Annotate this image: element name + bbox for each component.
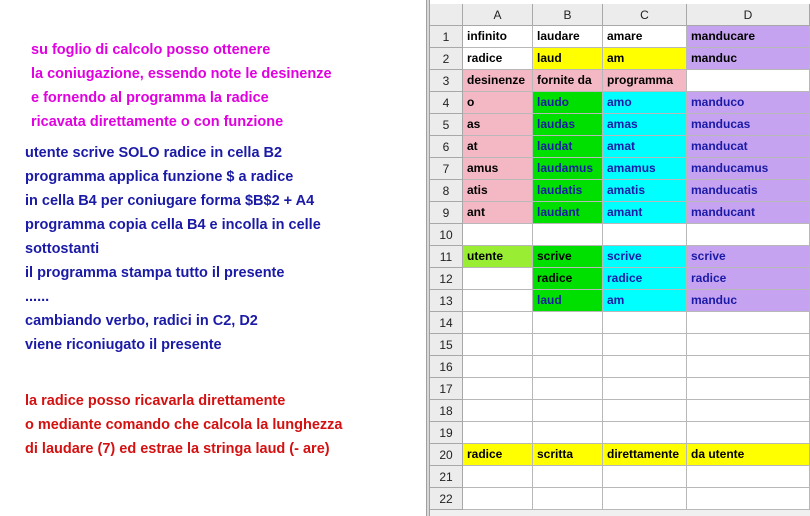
cell-a1[interactable]: infinito: [463, 26, 533, 48]
cell-d22[interactable]: [687, 488, 810, 510]
note-line: cambiando verbo, radici in C2, D2: [25, 313, 258, 329]
cell-c5[interactable]: amas: [603, 114, 687, 136]
cell-a19[interactable]: [463, 422, 533, 444]
row-header-22[interactable]: 22: [430, 488, 463, 510]
cell-c12[interactable]: radice: [603, 268, 687, 290]
cell-a15[interactable]: [463, 334, 533, 356]
cell-d16[interactable]: [687, 356, 810, 378]
cell-d1[interactable]: manducare: [687, 26, 810, 48]
cell-c15[interactable]: [603, 334, 687, 356]
cell-d10[interactable]: [687, 224, 810, 246]
cell-a22[interactable]: [463, 488, 533, 510]
cell-c11[interactable]: scrive: [603, 246, 687, 268]
cell-d17[interactable]: [687, 378, 810, 400]
cell-c13[interactable]: am: [603, 290, 687, 312]
note-line: in cella B4 per coniugare forma $B$2 + A4: [25, 193, 315, 209]
note-line: la coniugazione, essendo note le desinenze: [31, 66, 332, 82]
cell-d11[interactable]: scrive: [687, 246, 810, 268]
cell-d20[interactable]: da utente: [687, 444, 810, 466]
cell-c4[interactable]: amo: [603, 92, 687, 114]
row-header-8[interactable]: 8: [430, 180, 463, 202]
cell-c7[interactable]: amamus: [603, 158, 687, 180]
cell-d7[interactable]: manducamus: [687, 158, 810, 180]
cell-b7[interactable]: laudamus: [533, 158, 603, 180]
cell-d2[interactable]: manduc: [687, 48, 810, 70]
cell-b11[interactable]: scrive: [533, 246, 603, 268]
row-header-14[interactable]: 14: [430, 312, 463, 334]
cell-d13[interactable]: manduc: [687, 290, 810, 312]
row-header-10[interactable]: 10: [430, 224, 463, 246]
cell-b19[interactable]: [533, 422, 603, 444]
cell-b9[interactable]: laudant: [533, 202, 603, 224]
cell-c10[interactable]: [603, 224, 687, 246]
cell-a11[interactable]: utente: [463, 246, 533, 268]
note-line: sottostanti: [25, 241, 100, 257]
cell-a5[interactable]: as: [463, 114, 533, 136]
column-header-a[interactable]: A: [463, 4, 533, 26]
cell-a10[interactable]: [463, 224, 533, 246]
row-header-5[interactable]: 5: [430, 114, 463, 136]
cell-d6[interactable]: manducat: [687, 136, 810, 158]
row-header-6[interactable]: 6: [430, 136, 463, 158]
cell-b5[interactable]: laudas: [533, 114, 603, 136]
select-all-corner[interactable]: [430, 4, 463, 26]
cell-b20[interactable]: scritta: [533, 444, 603, 466]
column-header-c[interactable]: C: [603, 4, 687, 26]
cell-d19[interactable]: [687, 422, 810, 444]
column-header-d[interactable]: D: [687, 4, 810, 26]
cell-b15[interactable]: [533, 334, 603, 356]
column-header-b[interactable]: B: [533, 4, 603, 26]
row-header-21[interactable]: 21: [430, 466, 463, 488]
cell-c14[interactable]: [603, 312, 687, 334]
note-line: di laudare (7) ed estrae la stringa laud (- are): [25, 441, 330, 457]
cell-b18[interactable]: [533, 400, 603, 422]
note-line: viene riconiugato il presente: [25, 337, 222, 353]
cell-a8[interactable]: atis: [463, 180, 533, 202]
note-line: programma applica funzione $ a radice: [25, 169, 294, 185]
cell-b22[interactable]: [533, 488, 603, 510]
cell-d9[interactable]: manducant: [687, 202, 810, 224]
cell-a13[interactable]: [463, 290, 533, 312]
row-header-7[interactable]: 7: [430, 158, 463, 180]
cell-d18[interactable]: [687, 400, 810, 422]
cell-b10[interactable]: [533, 224, 603, 246]
row-header-2[interactable]: 2: [430, 48, 463, 70]
cell-c21[interactable]: [603, 466, 687, 488]
cell-b17[interactable]: [533, 378, 603, 400]
cell-b16[interactable]: [533, 356, 603, 378]
row-header-12[interactable]: 12: [430, 268, 463, 290]
note-line: e fornendo al programma la radice: [31, 90, 269, 106]
cell-c8[interactable]: amatis: [603, 180, 687, 202]
row-header-18[interactable]: 18: [430, 400, 463, 422]
cell-a7[interactable]: amus: [463, 158, 533, 180]
cell-c16[interactable]: [603, 356, 687, 378]
cell-c2[interactable]: am: [603, 48, 687, 70]
cell-a16[interactable]: [463, 356, 533, 378]
row-header-20[interactable]: 20: [430, 444, 463, 466]
cell-c9[interactable]: amant: [603, 202, 687, 224]
cell-b8[interactable]: laudatis: [533, 180, 603, 202]
cell-a18[interactable]: [463, 400, 533, 422]
spreadsheet-grid: [430, 4, 810, 516]
note-line: utente scrive SOLO radice in cella B2: [25, 145, 283, 161]
cell-b4[interactable]: laudo: [533, 92, 603, 114]
cell-d14[interactable]: [687, 312, 810, 334]
cell-b21[interactable]: [533, 466, 603, 488]
row-header-1[interactable]: 1: [430, 26, 463, 48]
cell-c19[interactable]: [603, 422, 687, 444]
cell-a3[interactable]: desinenze: [463, 70, 533, 92]
row-header-17[interactable]: 17: [430, 378, 463, 400]
row-header-15[interactable]: 15: [430, 334, 463, 356]
cell-a14[interactable]: [463, 312, 533, 334]
row-header-11[interactable]: 11: [430, 246, 463, 268]
cell-b6[interactable]: laudat: [533, 136, 603, 158]
cell-b12[interactable]: radice: [533, 268, 603, 290]
cell-a2[interactable]: radice: [463, 48, 533, 70]
cell-b1[interactable]: laudare: [533, 26, 603, 48]
cell-c1[interactable]: amare: [603, 26, 687, 48]
cell-c18[interactable]: [603, 400, 687, 422]
cell-d4[interactable]: manduco: [687, 92, 810, 114]
row-header-13[interactable]: 13: [430, 290, 463, 312]
row-header-16[interactable]: 16: [430, 356, 463, 378]
cell-a21[interactable]: [463, 466, 533, 488]
cell-c17[interactable]: [603, 378, 687, 400]
cell-c22[interactable]: [603, 488, 687, 510]
cell-a6[interactable]: at: [463, 136, 533, 158]
cell-c3[interactable]: programma: [603, 70, 687, 92]
row-header-9[interactable]: 9: [430, 202, 463, 224]
cell-a20[interactable]: radice: [463, 444, 533, 466]
cell-c6[interactable]: amat: [603, 136, 687, 158]
cell-a4[interactable]: o: [463, 92, 533, 114]
note-line: su foglio di calcolo posso ottenere: [31, 42, 271, 58]
cell-a9[interactable]: ant: [463, 202, 533, 224]
cell-d15[interactable]: [687, 334, 810, 356]
cell-b3[interactable]: fornite da: [533, 70, 603, 92]
cell-a12[interactable]: [463, 268, 533, 290]
cell-a17[interactable]: [463, 378, 533, 400]
note-line: programma copia cella B4 e incolla in celle: [25, 217, 321, 233]
note-line: la radice posso ricavarla direttamente: [25, 393, 286, 409]
cell-d5[interactable]: manducas: [687, 114, 810, 136]
row-header-3[interactable]: 3: [430, 70, 463, 92]
cell-d3[interactable]: [687, 70, 810, 92]
cell-d12[interactable]: radice: [687, 268, 810, 290]
note-line: ......: [25, 289, 50, 305]
cell-b14[interactable]: [533, 312, 603, 334]
cell-c20[interactable]: direttamente: [603, 444, 687, 466]
note-line: il programma stampa tutto il presente: [25, 265, 285, 281]
cell-d21[interactable]: [687, 466, 810, 488]
row-header-4[interactable]: 4: [430, 92, 463, 114]
cell-b13[interactable]: laud: [533, 290, 603, 312]
note-line: ricavata direttamente o con funzione: [31, 114, 284, 130]
cell-d8[interactable]: manducatis: [687, 180, 810, 202]
note-line: o mediante comando che calcola la lunghezza: [25, 417, 343, 433]
row-header-19[interactable]: 19: [430, 422, 463, 444]
cell-b2[interactable]: laud: [533, 48, 603, 70]
